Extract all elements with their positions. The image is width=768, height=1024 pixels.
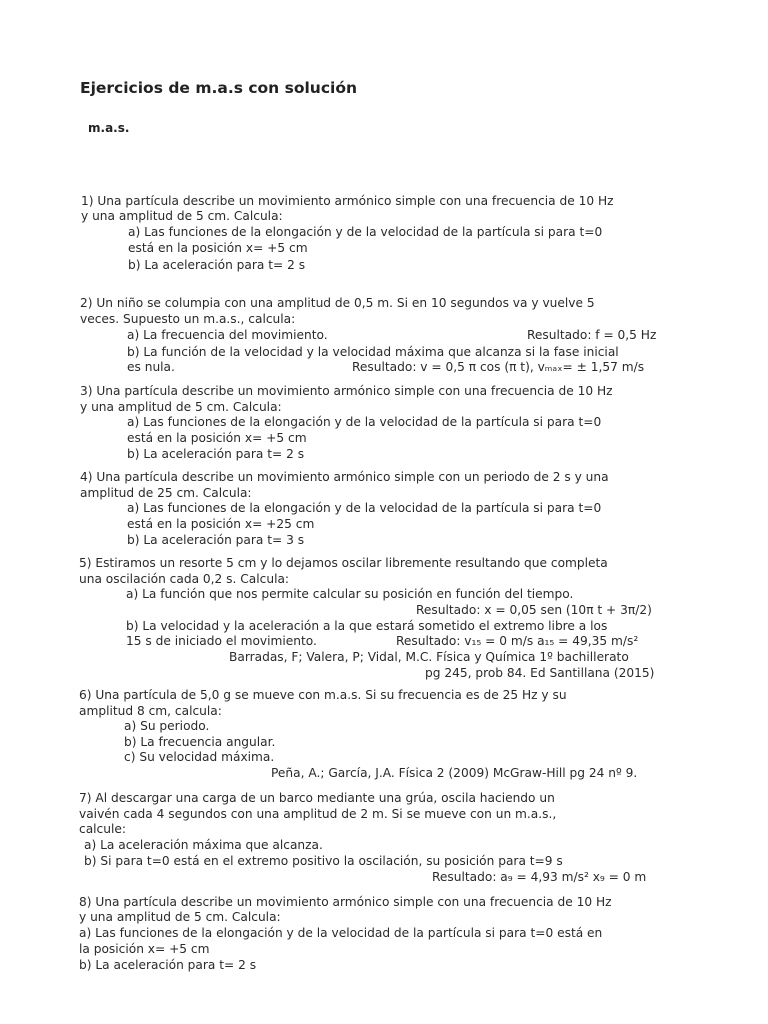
ex1-item-b: b) La aceleración para t= 2 s — [128, 258, 306, 272]
ex3-item-a-line2: está en la posición x= +5 cm — [127, 431, 307, 445]
ex1-line2: y una amplitud de 5 cm. Calcula: — [81, 209, 283, 223]
ex8-item-a-line2: la posición x= +5 cm — [79, 942, 210, 956]
ex8-line1: 8) Una partícula describe un movimiento armónico simple con una frecuencia de 10 Hz — [79, 895, 612, 909]
ex1-item-a-line1: a) Las funciones de la elongación y de la velocidad de la partícula si para t=0 — [128, 225, 603, 239]
ex5-item-b-line2: 15 s de iniciado el movimiento. — [126, 634, 317, 648]
ex2-line1: 2) Un niño se columpia con una amplitud de 0,5 m. Si en 10 segundos va y vuelve 5 — [80, 296, 595, 310]
ex2-line2: veces. Supuesto un m.a.s., calcula: — [80, 312, 296, 326]
ex5-item-a-result: Resultado: x = 0,05 sen (10π t + 3π/2) — [416, 603, 652, 617]
ex1-line1: 1) Una partícula describe un movimiento armónico simple con una frecuencia de 10 Hz — [81, 194, 614, 208]
ex2-item-b-line1: b) La función de la velocidad y la velocidad máxima que alcanza si la fase inicial — [127, 345, 619, 359]
ex2-item-a-result: Resultado: f = 0,5 Hz — [527, 328, 657, 342]
ex7-line3: calcule: — [79, 822, 126, 836]
ex3-item-b: b) La aceleración para t= 2 s — [127, 447, 305, 461]
ex7-line1: 7) Al descargar una carga de un barco mediante una grúa, oscila haciendo un — [79, 791, 555, 805]
ex6-item-c: c) Su velocidad máxima. — [124, 750, 275, 764]
ex2-item-b-line2: es nula. — [127, 360, 175, 374]
ex4-line2: amplitud de 25 cm. Calcula: — [80, 486, 252, 500]
ex1-item-a-line2: está en la posición x= +5 cm — [128, 241, 308, 255]
ex2-item-a: a) La frecuencia del movimiento. — [127, 328, 328, 342]
ex8-item-b: b) La aceleración para t= 2 s — [79, 958, 257, 972]
ex5-item-b-result: Resultado: v₁₅ = 0 m/s a₁₅ = 49,35 m/s² — [396, 634, 639, 648]
ex5-line1: 5) Estiramos un resorte 5 cm y lo dejamos oscilar libremente resultando que completa — [79, 556, 608, 570]
ex2-item-b-result: Resultado: v = 0,5 π cos (π t), vₘₐₓ= ± 1,57 m/s — [352, 360, 645, 374]
ex3-line2: y una amplitud de 5 cm. Calcula: — [80, 400, 282, 414]
page-subtitle: m.a.s. — [88, 121, 130, 135]
ex8-line2: y una amplitud de 5 cm. Calcula: — [79, 910, 281, 924]
ex5-item-b-line1: b) La velocidad y la aceleración a la que estará sometido el extremo libre a los — [126, 619, 608, 633]
ex4-line1: 4) Una partícula describe un movimiento armónico simple con un periodo de 2 s y una — [80, 470, 609, 484]
ex7-item-a: a) La aceleración máxima que alcanza. — [84, 838, 323, 852]
ex5-item-a: a) La función que nos permite calcular su posición en función del tiempo. — [126, 587, 574, 601]
ex4-item-a-line1: a) Las funciones de la elongación y de la velocidad de la partícula si para t=0 — [127, 501, 602, 515]
ex8-item-a-line1: a) Las funciones de la elongación y de la velocidad de la partícula si para t=0 está en — [79, 926, 603, 940]
ex6-reference: Peña, A.; García, J.A. Física 2 (2009) McGraw-Hill pg 24 nº 9. — [271, 766, 638, 780]
page-title: Ejercicios de m.a.s con solución — [80, 79, 358, 97]
ex6-item-a: a) Su periodo. — [124, 719, 210, 733]
ex6-line2: amplitud 8 cm, calcula: — [79, 704, 222, 718]
ex5-reference-line2: pg 245, prob 84. Ed Santillana (2015) — [425, 666, 655, 680]
ex5-reference-line1: Barradas, F; Valera, P; Vidal, M.C. Física y Química 1º bachillerato — [229, 650, 629, 664]
ex6-item-b: b) La frecuencia angular. — [124, 735, 276, 749]
ex4-item-a-line2: está en la posición x= +25 cm — [127, 517, 315, 531]
ex7-result: Resultado: a₉ = 4,93 m/s² x₉ = 0 m — [432, 870, 647, 884]
ex7-line2: vaivén cada 4 segundos con una amplitud de 2 m. Si se mueve con un m.a.s., — [79, 807, 557, 821]
ex3-item-a-line1: a) Las funciones de la elongación y de la velocidad de la partícula si para t=0 — [127, 415, 602, 429]
ex3-line1: 3) Una partícula describe un movimiento armónico simple con una frecuencia de 10 Hz — [80, 384, 613, 398]
ex7-item-b: b) Si para t=0 está en el extremo positivo la oscilación, su posición para t=9 s — [84, 854, 563, 868]
ex4-item-b: b) La aceleración para t= 3 s — [127, 533, 305, 547]
ex6-line1: 6) Una partícula de 5,0 g se mueve con m.a.s. Si su frecuencia es de 25 Hz y su — [79, 688, 567, 702]
ex5-line2: una oscilación cada 0,2 s. Calcula: — [79, 572, 290, 586]
